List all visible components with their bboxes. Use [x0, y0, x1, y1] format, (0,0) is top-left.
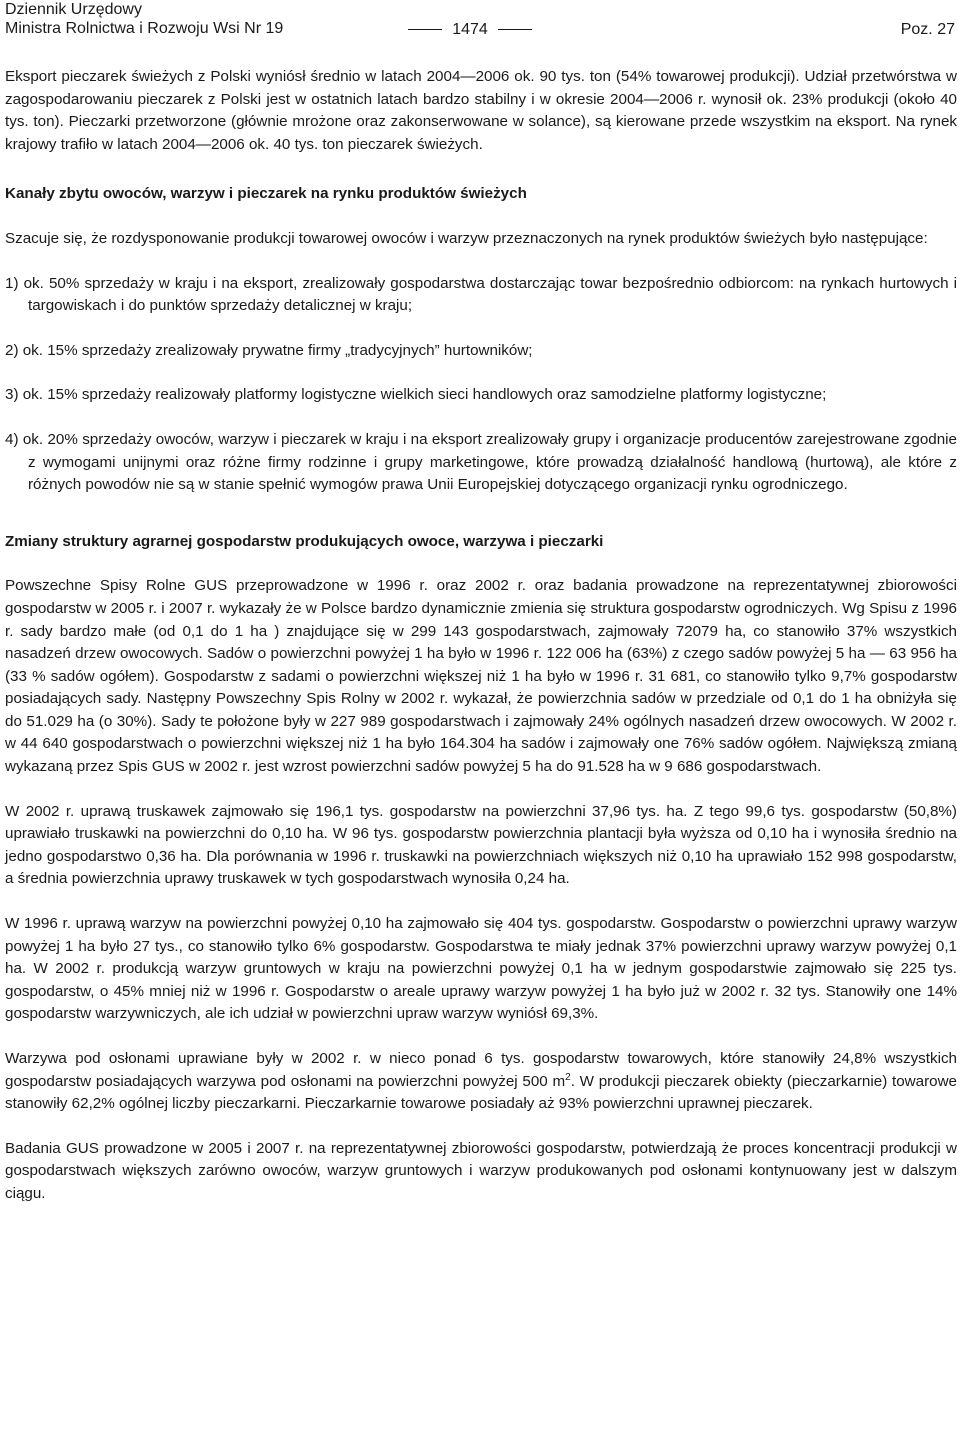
paragraph-greenhouse-main: Warzywa pod osłonami uprawiane były w 2002 r. w nieco ponad 6 tys. gospodarstw towarowych, które stanowiły 24,8% wszystkich gospodarstw posiadających warzywa pod osłonami na powierzchni powyżej 500 m	[5, 1050, 957, 1090]
journal-title-line2: Ministra Rolnictwa i Rozwoju Wsi Nr 19	[5, 20, 284, 37]
paragraph-greenhouse	[5, 1048, 957, 1116]
journal-title-line1: Dziennik Urzędowy	[5, 1, 142, 18]
page-number-dash-right	[498, 29, 532, 30]
page-number-block	[5, 20, 935, 39]
section-title-agrarian-structure: Zmiany struktury agrarnej gospodarstw produkujących owoce, warzywa i pieczarki	[5, 532, 604, 550]
list-item-3: 3) ok. 15% sprzedaży realizowały platformy logistyczne wielkich sieci handlowych oraz samodzielne platformy logistyczne;	[5, 386, 827, 404]
section-title-sales-channels: Kanały zbytu owoców, warzyw i pieczarek na rynku produktów świeżych	[5, 185, 527, 203]
list-item-4: 4) ok. 20% sprzedaży owoców, warzyw i pieczarek w kraju i na eksport zrealizowały grupy i organizacje producentów zarejestrowane zgodnie z wymogami unijnymi oraz różne firmy rodzinne i grupy marketingowe, które prowadzą działalność handlową (hurtową), ale które z różnych powodów nie są w stanie spełnić wymogów prawa Unii Europejskiej dotyczącego organizacji rynku ogrodniczego.	[5, 430, 957, 494]
paragraph-export: Eksport pieczarek świeżych z Polski wyniósł średnio w latach 2004—2006 ok. 90 tys. ton (54% towarowej produkcji). Udział przetwórstwa w zagospodarowaniu pieczarek z Polski jest w ostatnich latach bardzo stabilny i w okresie 2004—2006 r. wynosił ok. 23% produkcji (około 40 tys. ton). Pieczarki przetworzone (głównie mrożone oraz zakonserwowane w solance), są kierowane przede wszystkim na eksport. Na rynek krajowy trafiło w latach 2004—2006 ok. 40 tys. ton pieczarek świeżych.	[5, 68, 957, 153]
paragraph-greenhouse-tail: . W produkcji pieczarek obiekty (pieczarkarnie) towarowe stanowiły 62,2% ogólnej liczby pieczarkarni. Pieczarkarnie towarowe posiadały aż 93% powierzchni uprawnej pieczarek.	[5, 1072, 957, 1113]
paragraph-sales-intro: Szacuje się, że rozdysponowanie produkcji towarowej owoców i warzyw przeznaczonych na rynek produktów świeżych było następujące:	[5, 229, 928, 247]
document-body	[5, 66, 957, 1206]
page-number-dash-left	[408, 29, 442, 30]
paragraph-census-orchards: Powszechne Spisy Rolne GUS przeprowadzone w 1996 r. oraz 2002 r. oraz badania prowadzone na reprezentatywnej zbiorowości gospodarstw w 2005 r. i 2007 r. wykazały że w Polsce bardzo dynamicznie zmienia się struktura gospodarstw ogrodniczych. Wg Spisu z 1996 r. sady bardzo małe (od 0,1 do 1 ha ) znajdujące się w 299 143 gospodarstwach, zajmowały 72079 ha, co stanowiło 37% wszystkich nasadzeń drzew owocowych. Sadów o powierzchni powyżej 1 ha było w 1996 r. 122 006 ha (63%) z czego sadów powyżej 5 ha — 63 956 ha (33 % sadów ogółem). Gospodarstw z sadami o powierzchni większej niż 1 ha było w 1996 r. 31 681, co stanowiło tylko 9,7% gospodarstw posiadających sady. Następny Powszechny Spis Rolny w 2002 r. wykazał, że powierzchnia sadów w przedziale od 0,1 do 1 ha obniżyła się do 51.029 ha (o 30%). Sady te położone były w 227 989 gospodarstwach i zajmowały 24% ogólnych nasadzeń drzew owocowych. W 2002 r. w 44 640 gospodarstwach o powierzchni większej niż 1 ha było 164.304 ha sadów i zajmowały one 76% sadów ogółem. Największą zmianą wykazaną przez Spis GUS w 2002 r. jest wzrost powierzchni sadów powyżej 5 ha do 91.528 ha w 9 686 gospodarstwach.	[5, 577, 957, 776]
page-header	[5, 0, 955, 42]
paragraph-concentration: Badania GUS prowadzone w 2005 i 2007 r. na reprezentatywnej zbiorowości gospodarstw, potwierdzają że proces koncentracji produkcji w gospodarstwach większych zarówno owoców, warzyw gruntowych i warzyw produkowanych pod osłonami kontynuowany jest w dalszym ciągu.	[5, 1139, 957, 1202]
list-item-2: 2) ok. 15% sprzedaży zrealizowały prywatne firmy „tradycyjnych” hurtowników;	[5, 341, 533, 359]
superscript-squared: 2	[565, 1071, 571, 1083]
paragraph-vegetables: W 1996 r. uprawą warzyw na powierzchni powyżej 0,10 ha zajmowało się 404 tys. gospodarstw. Gospodarstw o powierzchni uprawy warzyw powyżej 1 ha było 27 tys., co stanowiło tylko 6% gospodarstw. Gospodarstwa te miały jednak 37% powierzchni uprawy warzyw powyżej 0,1 ha. W 2002 r. produkcją warzyw gruntowych w kraju na powierzchni powyżej 0,1 ha w jednym gospodarstwie zajmowało się 225 tys. gospodarstw, o 45% mniej niż w 1996 r. Gospodarstw o areale uprawy warzyw powyżej 1 ha było już w 2002 r. 32 tys. Stanowiły one 14% gospodarstw warzywniczych, ale ich udział w powierzchni upraw warzyw wyniósł 69,3%.	[5, 915, 957, 1023]
page-number: 1474	[452, 21, 488, 38]
paragraph-strawberries: W 2002 r. uprawą truskawek zajmowało się 196,1 tys. gospodarstw na powierzchni 37,96 tys. ha. Z tego 99,6 tys. gospodarstw (50,8%) uprawiało truskawki na powierzchni do 0,10 ha. W 96 tys. gospodarstw powierzchnia plantacji była wyższa od 0,10 ha i wynosiła średnio na jedno gospodarstwo 0,36 ha. Dla porównania w 1996 r. truskawki na powierzchniach większych niż 0,10 ha uprawiało 152 998 gospodarstw, a średnia powierzchnia uprawy truskawek w tych gospodarstwach wynosiła 0,24 ha.	[5, 802, 957, 888]
list-item-1: 1) ok. 50% sprzedaży w kraju i na eksport, zrealizowały gospodarstwa dostarczając towar bezpośrednio odbiorcom: na rynkach hurtowych i targowiskach i do punktów sprzedaży detalicznej w kraju;	[5, 274, 957, 315]
position-number: Poz. 27	[900, 21, 955, 38]
